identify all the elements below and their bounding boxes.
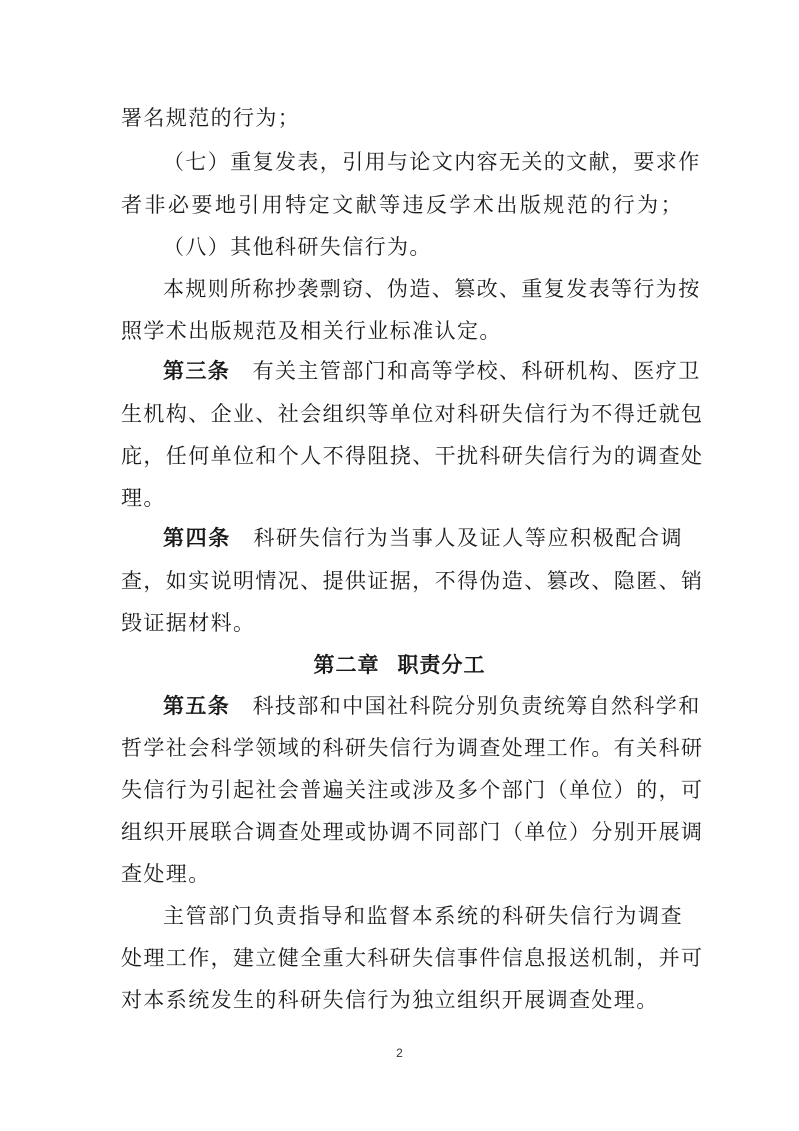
text-line: 毁证据材料。 bbox=[121, 611, 256, 635]
text-line: 生机构、企业、社会组织等单位对科研失信行为不得迁就包 bbox=[121, 402, 704, 426]
article-5-text: 科技部和中国社科院分别负责统筹自然科学和 bbox=[252, 694, 701, 718]
text-line: 本规则所称抄袭剽窃、伪造、篡改、重复发表等行为按 bbox=[163, 277, 701, 301]
text-line: 主管部门负责指导和监督本系统的科研失信行为调查 bbox=[163, 904, 683, 928]
text-line: 照学术出版规范及相关行业标准认定。 bbox=[121, 319, 502, 343]
text-line: 查处理。 bbox=[121, 862, 211, 886]
chapter-title: 职责分工 bbox=[397, 653, 486, 677]
article-3-first-line bbox=[163, 356, 701, 386]
article-4-label: 第四条 bbox=[163, 526, 231, 550]
text-line: 哲学社会科学领域的科研失信行为调查处理工作。有关科研 bbox=[121, 736, 704, 760]
text-line: 署名规范的行为； bbox=[121, 106, 301, 130]
text-line: 对本系统发生的科研失信行为独立组织开展调查处理。 bbox=[121, 988, 659, 1012]
text-line: 处理工作，建立健全重大科研失信事件信息报送机制，并可 bbox=[121, 946, 704, 970]
page-number: 2 bbox=[396, 1046, 403, 1060]
article-3-label: 第三条 bbox=[163, 359, 231, 383]
text-line: 庇，任何单位和个人不得阻挠、干扰科研失信行为的调查处 bbox=[121, 444, 704, 468]
article-5-first-line bbox=[163, 691, 701, 721]
text-line: 组织开展联合调查处理或协调不同部门（单位）分别开展调 bbox=[121, 820, 704, 844]
text-line: 失信行为引起社会普遍关注或涉及多个部门（单位）的，可 bbox=[121, 778, 704, 802]
chapter-number: 第二章 bbox=[313, 653, 380, 677]
article-4-text: 科研失信行为当事人及证人等应积极配合调 bbox=[253, 526, 683, 550]
article-5-label: 第五条 bbox=[163, 694, 231, 718]
text-line: 查，如实说明情况、提供证据，不得伪造、篡改、隐匿、销 bbox=[121, 569, 704, 593]
text-line: 理。 bbox=[121, 486, 166, 510]
text-line: （八）其他科研失信行为。 bbox=[163, 235, 432, 259]
text-line: 者非必要地引用特定文献等违反学术出版规范的行为； bbox=[121, 193, 683, 217]
chapter-heading bbox=[0, 650, 799, 680]
text-line: （七）重复发表，引用与论文内容无关的文献，要求作 bbox=[163, 150, 701, 174]
article-4-first-line bbox=[163, 523, 683, 553]
article-3-text: 有关主管部门和高等学校、科研机构、医疗卫 bbox=[252, 359, 701, 383]
